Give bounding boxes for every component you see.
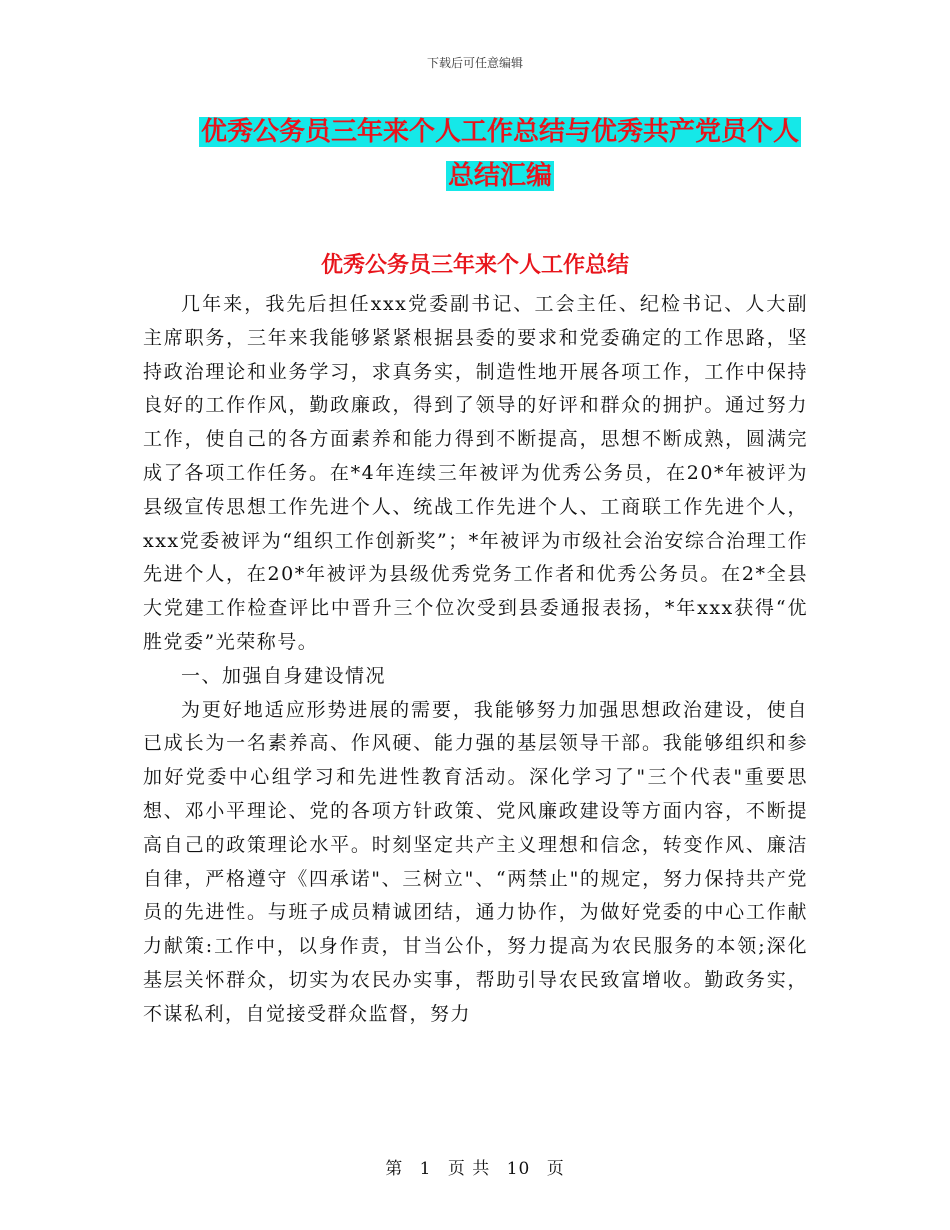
title-line-2: 总结汇编 [447,161,552,191]
footer-total-pages: 10 [506,1159,531,1179]
paragraph: 为更好地适应形势进展的需要，我能够努力加强思想政治建设，使自已成长为一名素养高、作风硬、能力强的基层领导干部。我能够组织和参加好党委中心组学习和先进性教育活动。深化学习了"三个代表"重要思想、邓小平理论、党的各项方针政策、党风廉政建设等方面内容，不断提高自己的政策理论水平。时刻坚定共产主义理想和信念，转变作风、廉洁自律，严格遵守《四承诺"、三树立"、“两禁止"的规定，努力保持共产党员的先进性。与班子成员精诚团结，通力协作，为做好党委的中心工作献力献策:工作中，以身作责，甘当公仆，努力提高为农民服务的本领;深化基层关怀群众，切实为农民办实事，帮助引导农民致富增收。勤政务实，不谋私利，自觉接受群众监督，努力 [143,698,808,1025]
footer-prefix: 第 [385,1159,404,1179]
footer-page-number: 1 [419,1159,432,1179]
section-heading: 一、加强自身建设情况 [181,664,387,687]
paragraph: 几年来，我先后担任xxx党委副书记、工会主任、纪检书记、人大副主席职务，三年来我能够紧紧根据县委的要求和党委确定的工作思路，坚持政治理论和业务学习，求真务实，制造性地开展各项工作，工作中保持良好的工作作风，勤政廉政，得到了领导的好评和群众的拥护。通过努力工作，使自己的各方面素养和能力得到不断提高，思想不断成熟，圆满完成了各项工作任务。在*4年连续三年被评为优秀公务员，在20*年被评为县级宣传思想工作先进个人、统战工作先进个人、工商联工作先进个人，xxx党委被评为“组织工作创新奖”；*年被评为市级社会治安综合治理工作先进个人，在20*年被评为县级优秀党务工作者和优秀公务员。在2*全县大党建工作检查评比中晋升三个位次受到县委通报表扬，*年xxx获得“优胜党委”光荣称号。 [143,293,808,653]
document-body [143,288,808,1032]
section-title: 优秀公务员三年来个人工作总结 [320,253,629,278]
footer-middle: 页 共 [447,1159,491,1179]
header-note: 下载后可任意编辑 [426,56,523,70]
page-footer [0,1154,950,1179]
document-title [160,110,840,198]
title-line-1: 优秀公务员三年来个人工作总结与优秀共产党员个人 [200,117,799,147]
footer-suffix: 页 [546,1159,565,1179]
